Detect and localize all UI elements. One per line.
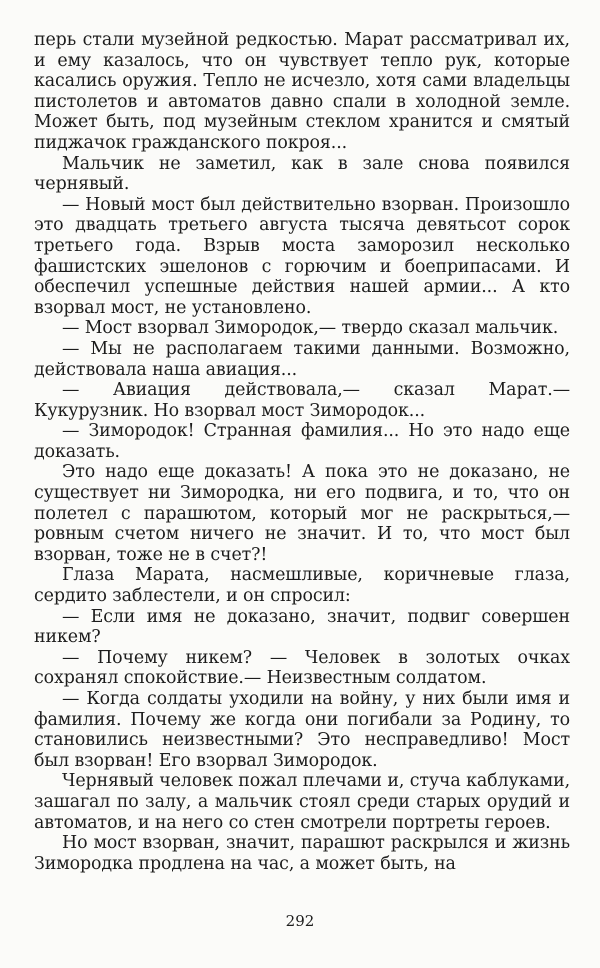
paragraph: — Новый мост был действительно взорван. Произошло это двадцать третьего августа тысяча девятьсот сорок третьего года. Взрыв моста заморозил несколько фашистских эшелонов с горючим и боеприпасами. И обеспечил успешные действия нашей армии... А кто взорвал мост, не установлено. bbox=[34, 194, 570, 318]
paragraph: Но мост взорван, значит, парашют раскрылся и жизнь Зимородка продлена на час, а может быть, на bbox=[34, 833, 570, 874]
paragraph: — Если имя не доказано, значит, подвиг совершен никем? bbox=[34, 606, 570, 648]
paragraph: Чернявый человек пожал плечами и, стуча каблуками, зашагал по залу, а мальчик стоял среди старых орудий и автоматов, и на него со стен смотрели портреты героев. bbox=[34, 771, 570, 833]
page-body-text bbox=[34, 30, 570, 874]
paragraph: — Мы не располагаем такими данными. Возможно, действовала наша авиация... bbox=[34, 338, 570, 380]
paragraph: Это надо еще доказать! А пока это не доказано, не существует ни Зимородка, ни его подвига, и то, что он полетел с парашютом, который мог не раскрыться,— ровным счетом ничего не значит. И то, что мост был взорван, тоже не в счет?! bbox=[34, 462, 570, 565]
paragraph: Мальчик не заметил, как в зале снова появился чернявый. bbox=[34, 153, 570, 195]
paragraph: — Когда солдаты уходили на войну, у них были имя и фамилия. Почему же когда они погибали за Родину, то становились неизвестными? Это несправедливо! Мост был взорван! Его взорвал Зимородок. bbox=[34, 689, 570, 771]
paragraph: — Зимородок! Странная фамилия... Но это надо еще доказать. bbox=[34, 421, 570, 462]
paragraph: перь стали музейной редкостью. Марат рассматривал их, и ему казалось, что он чувствует тепло рук, которые касались оружия. Тепло не исчезло, хотя сами владельцы пистолетов и автоматов давно спали в холодной земле. Может быть, под музейным стеклом хранится и смятый пиджачок гражданского покроя... bbox=[34, 30, 570, 153]
page-number: 292 bbox=[285, 912, 315, 930]
paragraph: Глаза Марата, насмешливые, коричневые глаза, сердито заблестели, и он спросил: bbox=[34, 565, 570, 607]
paragraph: — Почему никем? — Человек в золотых очках сохранял спокойствие.— Неизвестным солдатом. bbox=[34, 647, 570, 689]
paragraph: — Авиация действовала,— сказал Марат.— Кукурузник. Но взорвал мост Зимородок... bbox=[34, 380, 570, 421]
paragraph: — Мост взорвал Зимородок,— твердо сказал мальчик. bbox=[62, 318, 559, 339]
